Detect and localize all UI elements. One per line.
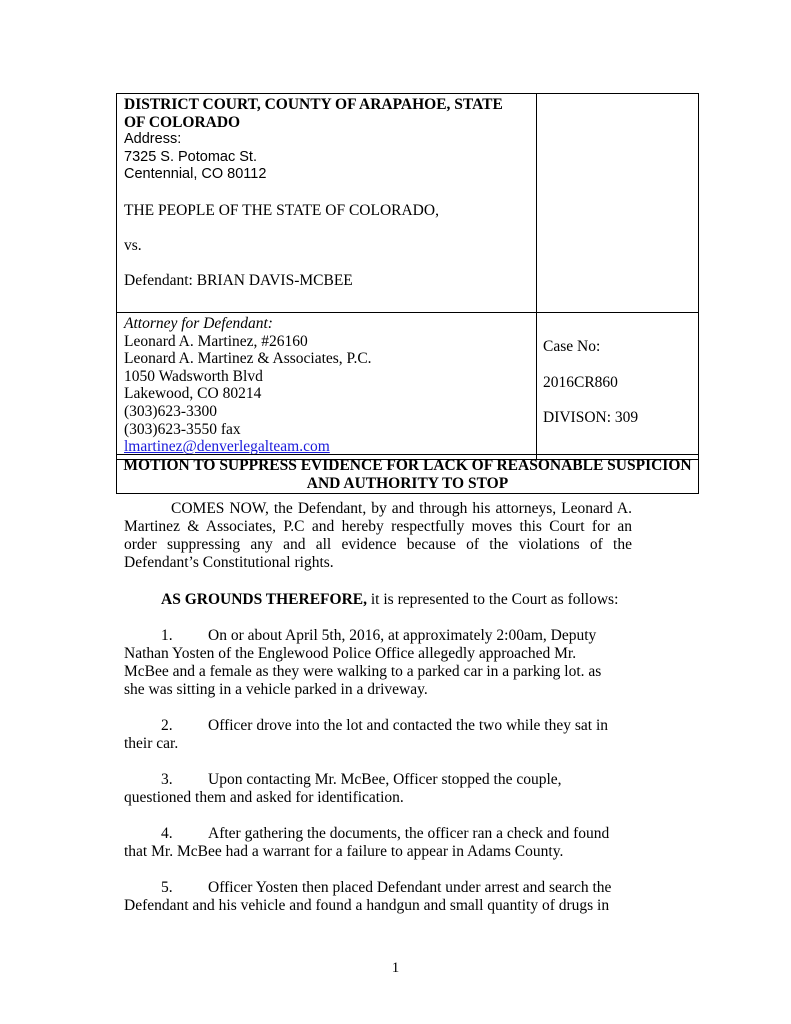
page-number: 1	[391, 960, 400, 976]
address-label: Address:	[124, 131, 182, 148]
grounds-text: it is represented to the Court as follows:	[367, 591, 619, 608]
grounds-paragraph	[124, 591, 632, 609]
motion-title-line2: AND AUTHORITY TO STOP	[306, 474, 509, 492]
paragraph-line: questioned them and asked for identification.	[124, 789, 404, 806]
paragraph-line: Defendant and his vehicle and found a handgun and small quantity of drugs in	[124, 897, 610, 914]
paragraph-line: Officer Yosten then placed Defendant under arrest and search the	[208, 879, 612, 896]
attorney-cell	[117, 313, 537, 460]
attorney-firm: Leonard A. Martinez & Associates, P.C.	[124, 350, 372, 368]
case-division: DIVISON: 309	[543, 409, 639, 427]
paragraph-line: McBee and a female as they were walking to a parked car in a parking lot. as	[124, 663, 602, 680]
motion-title	[116, 454, 699, 494]
grounds-heading: AS GROUNDS THEREFORE,	[161, 591, 367, 608]
attorney-street: 1050 Wadsworth Blvd	[124, 367, 263, 385]
paragraph-line: Officer drove into the lot and contacted the two while they sat in	[208, 717, 609, 734]
attorney-city: Lakewood, CO 80214	[124, 385, 262, 403]
paragraph-line: she was sitting in a vehicle parked in a driveway.	[124, 681, 428, 698]
attorney-name: Leonard A. Martinez, #26160	[124, 332, 308, 350]
attorney-email-link[interactable]: lmartinez@denverlegalteam.com	[124, 438, 330, 456]
paragraph-line: After gathering the documents, the officer ran a check and found	[208, 825, 610, 842]
intro-line: order suppressing any and all evidence because of the violations of the	[124, 536, 632, 553]
paragraph-number: 3.	[161, 771, 173, 788]
paragraph-line: On or about April 5th, 2016, at approximately 2:00am, Deputy	[208, 627, 597, 644]
defendant: Defendant: BRIAN DAVIS-MCBEE	[124, 271, 353, 289]
paragraph-number: 5.	[161, 879, 173, 896]
paragraph-number: 1.	[161, 627, 173, 644]
attorney-fax: (303)623-3550 fax	[124, 420, 241, 438]
court-name-line2: OF COLORADO	[124, 113, 241, 131]
case-number: 2016CR860	[543, 373, 618, 391]
paragraph-line: Nathan Yosten of the Englewood Police Office allegedly approached Mr.	[124, 645, 577, 662]
caption-table	[116, 93, 699, 460]
intro-line: Martinez & Associates, P.C and hereby respectfully moves this Court for an	[124, 518, 632, 535]
court-cell	[117, 94, 537, 313]
paragraph-number: 2.	[161, 717, 173, 734]
court-name-line1: DISTRICT COURT, COUNTY OF ARAPAHOE, STATE	[124, 96, 503, 113]
address-street: 7325 S. Potomac St.	[124, 148, 257, 165]
numbered-paragraph	[124, 771, 624, 807]
paragraph-line: Upon contacting Mr. McBee, Officer stopped the couple,	[208, 771, 562, 788]
numbered-paragraph	[124, 879, 624, 915]
numbered-paragraph	[124, 825, 624, 861]
versus: vs.	[124, 236, 142, 254]
paragraph-line: their car.	[124, 735, 179, 752]
numbered-paragraph	[124, 717, 624, 753]
plaintiff: THE PEOPLE OF THE STATE OF COLORADO,	[124, 201, 439, 219]
intro-paragraph	[124, 500, 632, 572]
court-use-cell	[537, 94, 699, 313]
paragraph-number: 4.	[161, 825, 173, 842]
motion-title-line1: MOTION TO SUPPRESS EVIDENCE FOR LACK OF REASONABLE SUSPICION	[123, 457, 692, 474]
intro-line: COMES NOW, the Defendant, by and through his attorneys, Leonard A.	[171, 500, 632, 517]
numbered-paragraph	[124, 627, 624, 699]
case-cell	[537, 313, 699, 460]
intro-line: Defendant’s Constitutional rights.	[124, 554, 334, 571]
attorney-label: Attorney for Defendant:	[124, 315, 273, 332]
attorney-phone: (303)623-3300	[124, 402, 217, 420]
address-city: Centennial, CO 80112	[124, 166, 267, 183]
paragraph-line: that Mr. McBee had a warrant for a failure to appear in Adams County.	[124, 843, 564, 860]
case-label: Case No:	[543, 338, 601, 355]
